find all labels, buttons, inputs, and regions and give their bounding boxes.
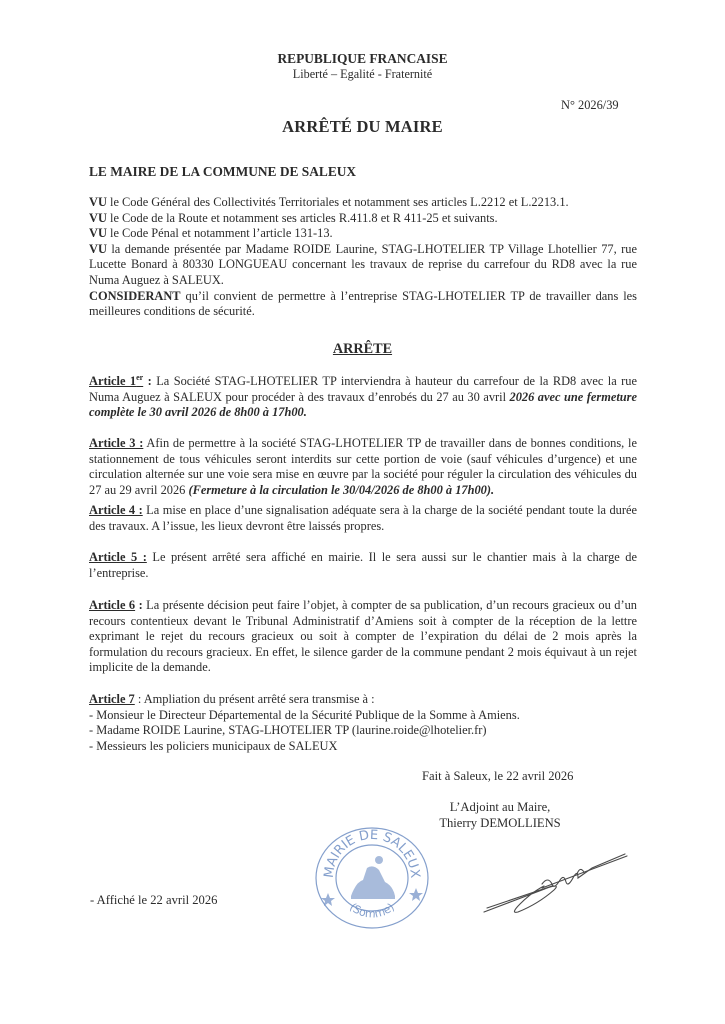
article-6-text: La présente décision peut faire l’objet, à compter de sa publication, d’un recours gracieux ou d’un recours contentieux devant le Tribunal Administratif d’Amiens soit à compter de la réception de la lettre exprimant le rejet du recours gracieux ou soit à compter de l’expiration du délai de 2 mois après la formulation du recours gracieux. En effet, le silence garder de la commune pendant 2 mois équivaut à un rejet implicite de la demande. xyxy=(89,598,637,675)
republic-heading: REPUBLIQUE FRANCAISE xyxy=(277,51,448,66)
consideration-text: la demande présentée par Madame ROIDE Laurine, STAG-LHOTELIER TP Village Lhotellier 77, rue Lucette Bonard à 80330 LONGUEAU concernant les travaux de reprise du carrefour du RD8 avec la rue Numa Auguez à SALEUX. xyxy=(89,241,637,287)
town-hall-stamp xyxy=(311,824,433,932)
consideration-keyword: CONSIDERANT xyxy=(89,288,181,303)
consideration-text: le Code de la Route et notamment ses articles R.411.8 et R 411-25 et suivants. xyxy=(106,210,498,225)
recipient-item: - Monsieur le Directeur Départemental de la Sécurité Publique de la Somme à Amiens. xyxy=(89,707,520,722)
article-1-label-text: Article 1 xyxy=(89,374,137,388)
article-7-label: Article 7 xyxy=(89,692,135,706)
considerations-block xyxy=(89,195,637,320)
article-6-separator: : xyxy=(135,598,147,612)
issuing-authority: LE MAIRE DE LA COMMUNE DE SALEUX xyxy=(89,164,357,179)
decree-heading: ARRÊTE xyxy=(332,341,393,357)
article-5-label: Article 5 : xyxy=(89,550,147,564)
signature-icon xyxy=(482,838,652,918)
consideration-keyword: VU xyxy=(89,195,107,209)
article-5-text: Le présent arrêté sera affiché en mairie. Il le sera aussi sur le chantier mais à la charge de l’entreprise. xyxy=(89,550,637,580)
consideration-text: le Code Pénal et notamment l’article 131-13. xyxy=(106,226,333,241)
stamp-top-text: MAIRIE DE SALEUX xyxy=(321,827,423,879)
decree-reference-number: N° 2026/39 xyxy=(561,98,619,112)
article-7-intro xyxy=(89,692,637,708)
article-4-text: La mise en place d’une signalisation adéquate sera à la charge de la société pendant toute la durée des travaux. A l’issue, les lieux devront être laissés propres. xyxy=(89,503,637,533)
signatory-role: L’Adjoint au Maire, xyxy=(449,800,551,814)
consideration-item xyxy=(89,289,637,320)
article-7-text: : Ampliation du présent arrêté sera transmise à : xyxy=(134,692,375,706)
stamp-emblem-icon xyxy=(351,856,395,899)
signatory-block xyxy=(430,800,570,831)
article-1-label xyxy=(89,374,143,388)
article-5 xyxy=(89,550,637,581)
article-3-label: Article 3 : xyxy=(89,436,144,450)
recipient-item: - Madame ROIDE Laurine, STAG-LHOTELIER TP (laurine.roide@lhotelier.fr) xyxy=(89,723,487,738)
consideration-text: qu’il convient de permettre à l’entreprise STAG-LHOTELIER TP de travailler dans les meilleures conditions de sécurité. xyxy=(89,288,637,319)
article-4 xyxy=(89,503,637,534)
national-motto: Liberté – Egalité - Fraternité xyxy=(292,67,433,81)
article-6-label: Article 6 xyxy=(89,598,136,612)
article-1 xyxy=(89,374,637,421)
article-1-label-superscript: er xyxy=(136,372,144,382)
article-3-text: Afin de permettre à la société STAG-LHOTELIER TP de travailler dans de bonnes conditions, le stationnement de tous véhicules seront interdits sur cette portion de voie (sauf véhicules d’urgence) et une circulation alternée sur une voie sera mise en œuvre par la société pour réguler la circulation des véhicules du 27 au 29 avril 2026 xyxy=(89,436,637,497)
recipient-item: - Messieurs les policiers municipaux de SALEUX xyxy=(89,738,338,753)
stamp-seal-icon xyxy=(311,824,433,932)
article-4-label: Article 4 : xyxy=(89,503,143,517)
article-3-emphasis: (Fermeture à la circulation le 30/04/2026 de 8h00 à 17h00). xyxy=(188,482,495,497)
article-6 xyxy=(89,598,637,676)
article-1-separator: : xyxy=(143,374,157,388)
place-and-date: Fait à Saleux, le 22 avril 2026 xyxy=(422,769,574,783)
consideration-keyword: VU xyxy=(89,226,107,241)
consideration-item xyxy=(89,195,637,211)
article-1-text: La Société STAG-LHOTELIER TP interviendra à hauteur du carrefour de la RD8 avec la rue Numa Auguez à SALEUX pour procéder à des travaux d’enrobés du 27 au 30 avril xyxy=(89,374,637,404)
stamp-bottom-text: (Somme) xyxy=(346,900,398,921)
article-7 xyxy=(89,692,637,754)
posting-notice: - Affiché le 22 avril 2026 xyxy=(90,893,218,907)
consideration-keyword: VU xyxy=(89,210,107,225)
handwritten-signature xyxy=(482,838,652,918)
consideration-item xyxy=(89,226,637,242)
consideration-item xyxy=(89,242,637,289)
consideration-keyword: VU xyxy=(89,241,107,256)
article-3 xyxy=(89,436,637,498)
document-title: ARRÊTÉ DU MAIRE xyxy=(282,117,443,136)
consideration-item xyxy=(89,211,637,227)
article-1-emphasis: 2026 avec une fermeture complète le 30 avril 2026 de 8h00 à 17h00. xyxy=(89,389,637,420)
signatory-name: Thierry DEMOLLIENS xyxy=(439,815,561,830)
consideration-text: le Code Général des Collectivités Territoriales et notamment ses articles L.2212 et L.2213.1. xyxy=(106,195,569,209)
